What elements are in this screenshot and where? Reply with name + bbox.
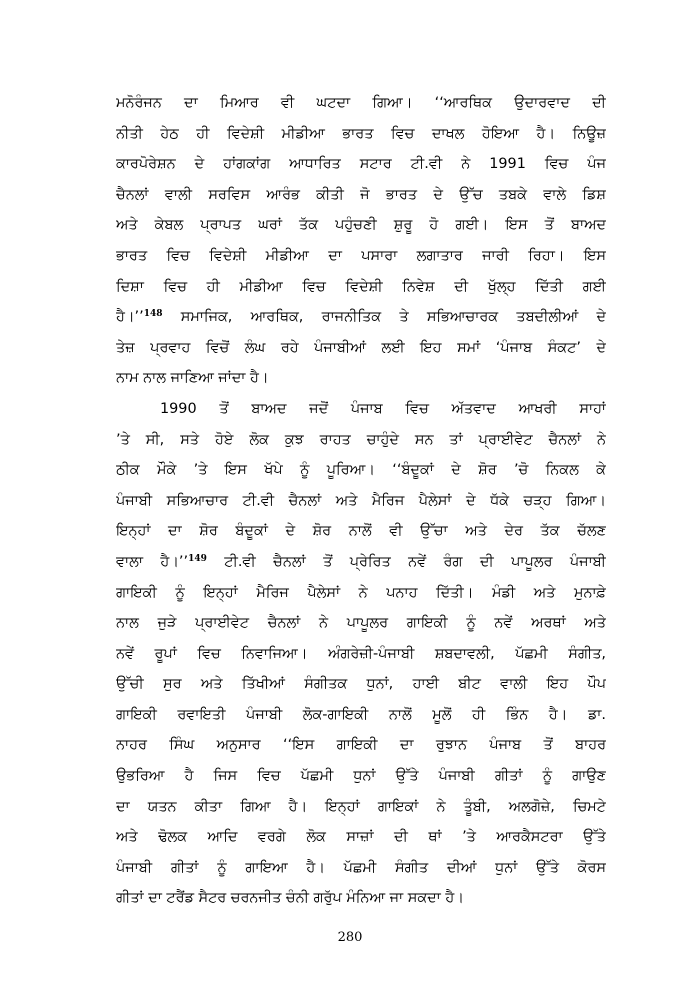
text-line: ਨਾਹਰ ਸਿੰਘ ਅਨੁਸਾਰ ‘‘ਇਸ ਗਾਇਕੀ ਦਾ ਰੁਝਾਨ ਪੰਜਾਬ ਤੋਂ ਬਾਹਰ	[116, 737, 606, 754]
text-line: ਤੇਜ਼ ਪ੍ਰਵਾਹ ਵਿਚੋਂ ਲੰਘ ਰਹੇ ਪੰਜਾਬੀਆਂ ਲਈ ਇਹ ਸਮਾਂ ‘ਪੰਜਾਬ ਸੰਕਟ’ ਦੇ	[116, 339, 606, 356]
text-line: ਅਤੇ ਕੇਬਲ ਪ੍ਰਾਪਤ ਘਰਾਂ ਤੱਕ ਪਹੁੰਚਣੀ ਸ਼ੁਰੂ ਹੋ ਗਈ। ਇਸ ਤੋਂ ਬਾਅਦ	[116, 217, 606, 234]
footnote-ref: 149	[188, 553, 207, 564]
page-number: 280	[337, 930, 363, 945]
text-line: ਠੀਕ ਮੌਕੇ ’ਤੇ ਇਸ ਖੱਪੇ ਨੂੰ ਪੂਰਿਆ। ‘‘ਬੰਦੂਕਾਂ ਦੇ ਸ਼ੋਰ ’ਚੋ ਨਿਕਲ ਕੇ	[116, 462, 606, 479]
text-line: ਗੀਤਾਂ ਦਾ ਟਰੈਂਡ ਸੈਟਰ ਚਰਨਜੀਤ ਚੰਨੀ ਗਰੁੱਪ ਮੰਨਿਆ ਜਾ ਸਕਦਾ ਹੈ।	[116, 890, 464, 907]
text-line: ਕਾਰਪੋਰੇਸ਼ਨ ਦੇ ਹਾਂਗਕਾਂਗ ਆਧਾਰਿਤ ਸਟਾਰ ਟੀ.ਵੀ ਨੇ 1991 ਵਿਚ ਪੰਜ	[116, 156, 606, 173]
line-text-after-ref: ਟੀ.ਵੀ ਚੈਨਲਾਂ ਤੋਂ ਪ੍ਰੇਰਿਤ ਨਵੇਂ ਰੰਗ ਦੀ ਪਾਪੂਲਰ ਪੰਜਾਬੀ	[206, 553, 606, 570]
text-line: ਨਵੇਂ ਰੂਪਾਂ ਵਿਚ ਨਿਵਾਜਿਆ। ਅੰਗਰੇਜ਼ੀ-ਪੰਜਾਬੀ ਸ਼ਬਦਾਵਲੀ, ਪੱਛਮੀ ਸੰਗੀਤ,	[116, 645, 606, 662]
text-line: ਮਨੋਰੰਜਨ ਦਾ ਮਿਆਰ ਵੀ ਘਟਦਾ ਗਿਆ। ‘‘ਆਰਥਿਕ ਉਦਾਰਵਾਦ ਦੀ	[116, 95, 606, 111]
page-body	[116, 88, 606, 914]
text-line: ਦਾ ਯਤਨ ਕੀਤਾ ਗਿਆ ਹੈ। ਇਨ੍ਹਾਂ ਗਾਇਕਾਂ ਨੇ ਤੂੰਬੀ, ਅਲਗੋਜ਼ੇ, ਚਿਮਟੇ	[116, 798, 606, 815]
text-line: ਦਿਸ਼ਾ ਵਿਚ ਹੀ ਮੀਡੀਆ ਵਿਚ ਵਿਦੇਸ਼ੀ ਨਿਵੇਸ਼ ਦੀ ਖੁੱਲ੍ਹ ਦਿੱਤੀ ਗਈ	[116, 278, 606, 295]
text-line: ਗਾਇਕੀ ਰਵਾਇਤੀ ਪੰਜਾਬੀ ਲੋਕ-ਗਾਇਕੀ ਨਾਲੋਂ ਮੂਲੋਂ ਹੀ ਭਿੰਨ ਹੈ। ਡਾ.	[116, 706, 606, 723]
text-line: ’ਤੇ ਸੀ, ਸਤੇ ਹੋਏ ਲੋਕ ਕੁਝ ਰਾਹਤ ਚਾਹੁੰਦੇ ਸਨ ਤਾਂ ਪ੍ਰਾਈਵੇਟ ਚੈਨਲਾਂ ਨੇ	[116, 431, 606, 448]
text-line: ਉੱਚੀ ਸੁਰ ਅਤੇ ਤਿੱਖੀਆਂ ਸੰਗੀਤਕ ਧੁਨਾਂ, ਹਾਈ ਬੀਟ ਵਾਲੀ ਇਹ ਪੌਪ	[116, 676, 606, 693]
text-line-with-footnote	[116, 547, 606, 578]
line-text-after-ref: ਸਮਾਜਿਕ, ਆਰਥਿਕ, ਰਾਜਨੀਤਿਕ ਤੇ ਸਭਿਆਚਾਰਕ ਤਬਦੀਲੀਆਂ ਦੇ	[162, 309, 606, 326]
text-line: ਨੀਤੀ ਹੇਠ ਹੀ ਵਿਦੇਸ਼ੀ ਮੀਡੀਆ ਭਾਰਤ ਵਿਚ ਦਾਖਲ ਹੋਇਆ ਹੈ। ਨਿਊਜ਼	[116, 125, 606, 142]
text-line: ਇਨ੍ਹਾਂ ਦਾ ਸ਼ੋਰ ਬੰਦੂਕਾਂ ਦੇ ਸ਼ੋਰ ਨਾਲੋਂ ਵੀ ਉੱਚਾ ਅਤੇ ਦੇਰ ਤੱਕ ਚੱਲਣ	[116, 523, 606, 540]
text-line: ਭਾਰਤ ਵਿਚ ਵਿਦੇਸ਼ੀ ਮੀਡੀਆ ਦਾ ਪਸਾਰਾ ਲਗਾਤਾਰ ਜਾਰੀ ਰਿਹਾ। ਇਸ	[116, 247, 606, 264]
text-line: 1990 ਤੋਂ ਬਾਅਦ ਜਦੋਂ ਪੰਜਾਬ ਵਿਚ ਅੱਤਵਾਦ ਆਖਰੀ ਸਾਹਾਂ	[160, 400, 606, 417]
footnote-ref: 148	[143, 309, 163, 320]
text-line: ਗਾਇਕੀ ਨੂੰ ਇਨ੍ਹਾਂ ਮੈਰਿਜ ਪੈਲੇਸਾਂ ਨੇ ਪਨਾਹ ਦਿੱਤੀ। ਮੰਡੀ ਅਤੇ ਮੁਨਾਫ਼ੇ	[116, 584, 606, 601]
paragraph-2	[116, 394, 606, 914]
text-line: ਪੰਜਾਬੀ ਸਭਿਆਚਾਰ ਟੀ.ਵੀ ਚੈਨਲਾਂ ਅਤੇ ਮੈਰਿਜ ਪੈਲੇਸਾਂ ਦੇ ਧੱਕੇ ਚੜ੍ਹ ਗਿਆ।	[116, 492, 606, 509]
text-line: ਅਤੇ ਢੋਲਕ ਆਦਿ ਵਰਗੇ ਲੋਕ ਸਾਜ਼ਾਂ ਦੀ ਥਾਂ ’ਤੇ ਆਰਕੈਸਟਰਾ ਉੱਤੇ	[116, 829, 606, 846]
text-line: ਪੰਜਾਬੀ ਗੀਤਾਂ ਨੂੰ ਗਾਇਆ ਹੈ। ਪੱਛਮੀ ਸੰਗੀਤ ਦੀਆਂ ਧੁਨਾਂ ਉੱਤੇ ਕੋਰਸ	[116, 859, 606, 876]
line-text-before-ref: ਵਾਲਾ ਹੈ।’’	[116, 553, 189, 570]
text-line: ਉਭਰਿਆ ਹੈ ਜਿਸ ਵਿਚ ਪੱਛਮੀ ਧੁਨਾਂ ਉੱਤੇ ਪੰਜਾਬੀ ਗੀਤਾਂ ਨੂੰ ਗਾਉਣ	[116, 768, 606, 785]
text-line: ਨਾਲ ਜੁੜੇ ਪ੍ਰਾਈਵੇਟ ਚੈਨਲਾਂ ਨੇ ਪਾਪੂਲਰ ਗਾਇਕੀ ਨੂੰ ਨਵੇਂ ਅਰਥਾਂ ਅਤੇ	[116, 615, 606, 632]
text-line-with-footnote	[116, 302, 606, 333]
paragraph-1	[116, 88, 606, 394]
text-line: ਚੈਨਲਾਂ ਵਾਲੀ ਸਰਵਿਸ ਆਰੰਭ ਕੀਤੀ ਜੋ ਭਾਰਤ ਦੇ ਉੱਚ ਤਬਕੇ ਵਾਲੇ ਡਿਸ਼	[116, 186, 606, 203]
line-text-before-ref: ਹੈ।’’	[116, 309, 144, 326]
text-line: ਨਾਮ ਨਾਲ ਜਾਣਿਆ ਜਾਂਦਾ ਹੈ।	[116, 370, 269, 387]
